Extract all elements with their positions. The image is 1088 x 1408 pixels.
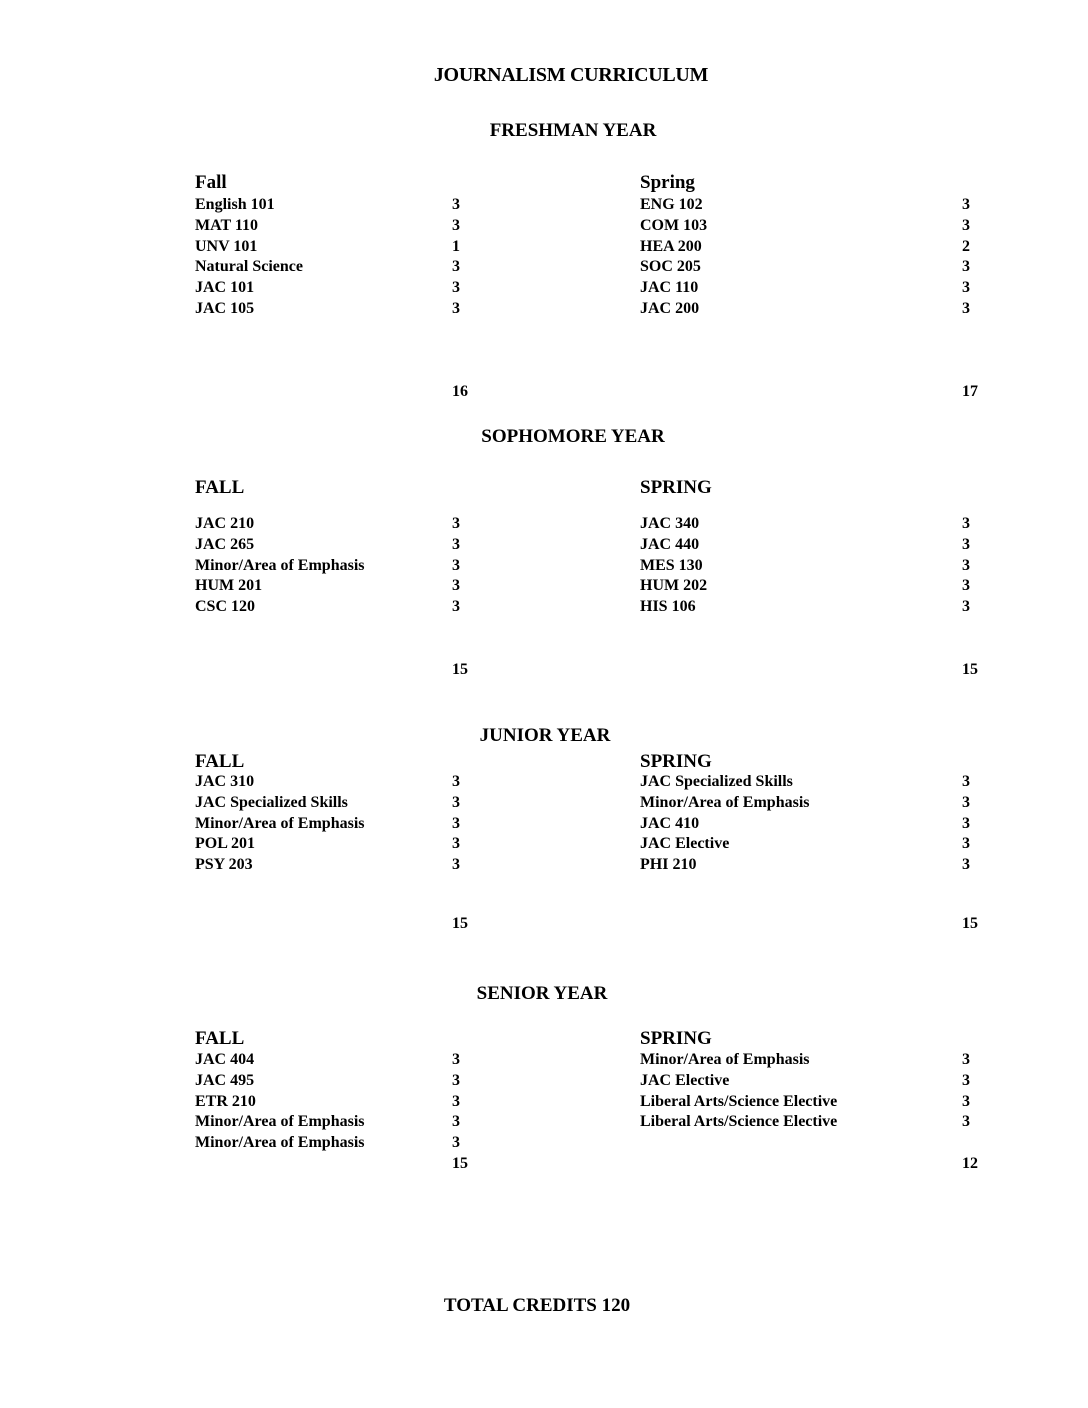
course-name: CSC 120: [195, 598, 256, 616]
course-credits: 3: [452, 216, 460, 234]
course-credits: 3: [962, 299, 970, 317]
course-row: [195, 1071, 575, 1092]
course-credits: 3: [452, 1113, 460, 1131]
course-row: [640, 278, 1060, 299]
spring-course-list: [640, 1050, 1060, 1133]
course-row: [640, 576, 1060, 597]
course-credits: 3: [452, 556, 460, 574]
course-credits: 3: [452, 299, 460, 317]
course-name: JAC 410: [640, 814, 700, 832]
course-row: [640, 216, 1060, 237]
course-name: JAC Specialized Skills: [640, 773, 793, 790]
spring-credit-total: 17: [962, 383, 978, 400]
course-name: JAC 101: [195, 279, 255, 297]
course-credits: 3: [962, 598, 970, 616]
course-credits: 3: [962, 515, 970, 532]
course-credits: 3: [452, 196, 460, 213]
course-row: [195, 855, 575, 876]
course-credits: 3: [962, 556, 970, 574]
course-name: Liberal Arts/Science Elective: [640, 1092, 838, 1110]
course-row: [195, 535, 575, 556]
course-name: POL 201: [195, 835, 256, 853]
course-row: [195, 216, 575, 237]
spring-credit-total: 15: [962, 915, 978, 932]
course-row: [195, 772, 575, 793]
course-name: JAC 105: [195, 299, 255, 317]
course-credits: 3: [452, 835, 460, 853]
fall-course-list: [195, 514, 575, 618]
course-row: [640, 814, 1060, 835]
course-row: [640, 1092, 1060, 1113]
course-credits: 2: [962, 237, 970, 255]
course-name: JAC 265: [195, 535, 255, 553]
spring-column-header: Spring: [640, 172, 695, 193]
fall-column-header: FALL: [195, 477, 245, 498]
fall-course-list: [195, 772, 575, 876]
course-row: [640, 535, 1060, 556]
course-name: Minor/Area of Emphasis: [640, 793, 810, 811]
course-row: [640, 556, 1060, 577]
course-name: JAC 110: [640, 279, 699, 297]
course-name: JAC 440: [640, 535, 700, 553]
course-name: PHI 210: [640, 856, 697, 874]
course-credits: 3: [452, 279, 460, 297]
fall-column-header: FALL: [195, 751, 245, 772]
course-name: Minor/Area of Emphasis: [195, 814, 365, 832]
course-credits: 3: [452, 535, 460, 553]
course-name: JAC 495: [195, 1071, 255, 1089]
fall-credit-total: 15: [452, 915, 468, 932]
course-name: JAC 310: [195, 773, 255, 790]
fall-course-list: [195, 195, 575, 320]
course-row: [640, 597, 1060, 618]
course-row: [640, 834, 1060, 855]
course-credits: 1: [452, 237, 460, 255]
course-credits: 3: [452, 515, 460, 532]
course-name: JAC Specialized Skills: [195, 793, 348, 811]
course-row: [195, 299, 575, 320]
course-credits: 3: [452, 793, 460, 811]
course-row: [195, 834, 575, 855]
course-name: COM 103: [640, 216, 708, 234]
course-row: [640, 1071, 1060, 1092]
spring-course-list: [640, 514, 1060, 618]
course-credits: 3: [452, 1071, 460, 1089]
course-row: [195, 195, 575, 216]
course-credits: 3: [962, 1051, 970, 1068]
course-name: English 101: [195, 196, 275, 213]
course-name: HUM 201: [195, 577, 263, 595]
course-name: JAC Elective: [640, 1071, 730, 1089]
year-heading: JUNIOR YEAR: [479, 725, 611, 746]
course-credits: 3: [452, 577, 460, 595]
fall-credit-total: 16: [452, 383, 468, 400]
year-heading: SOPHOMORE YEAR: [481, 426, 665, 447]
spring-column-header: SPRING: [640, 1028, 712, 1049]
course-row: [195, 576, 575, 597]
course-credits: 3: [962, 216, 970, 234]
course-row: [640, 1112, 1060, 1133]
course-credits: 3: [452, 1092, 460, 1110]
course-credits: 3: [962, 1113, 970, 1131]
course-row: [195, 257, 575, 278]
course-credits: 3: [962, 1071, 970, 1089]
course-name: UNV 101: [195, 237, 258, 255]
fall-credit-total: 15: [452, 661, 468, 678]
course-credits: 3: [452, 598, 460, 616]
spring-column-header: SPRING: [640, 477, 712, 498]
course-name: Minor/Area of Emphasis: [640, 1051, 810, 1068]
course-name: JAC 210: [195, 515, 255, 532]
course-credits: 3: [962, 577, 970, 595]
course-credits: 3: [452, 773, 460, 790]
course-name: Minor/Area of Emphasis: [195, 1113, 365, 1131]
course-name: HEA 200: [640, 237, 702, 255]
course-row: [640, 855, 1060, 876]
course-name: ENG 102: [640, 196, 703, 213]
course-name: Liberal Arts/Science Elective: [640, 1113, 838, 1131]
course-row: [195, 793, 575, 814]
course-row: [640, 772, 1060, 793]
course-name: MAT 110: [195, 216, 258, 234]
course-row: [640, 793, 1060, 814]
course-row: [195, 514, 575, 535]
course-name: MES 130: [640, 556, 703, 574]
course-name: Minor/Area of Emphasis: [195, 556, 365, 574]
course-credits: 3: [452, 856, 460, 874]
course-row: [195, 1133, 575, 1154]
course-row: [640, 237, 1060, 258]
course-name: ETR 210: [195, 1092, 256, 1110]
course-credits: 3: [962, 814, 970, 832]
course-row: [195, 597, 575, 618]
course-row: [195, 1050, 575, 1071]
course-credits: 3: [452, 1134, 460, 1152]
course-credits: 3: [962, 793, 970, 811]
course-name: HIS 106: [640, 598, 696, 616]
course-credits: 3: [962, 1092, 970, 1110]
course-credits: 3: [452, 258, 460, 276]
course-name: JAC 404: [195, 1051, 255, 1068]
course-row: [195, 814, 575, 835]
course-credits: 3: [962, 279, 970, 297]
course-row: [640, 299, 1060, 320]
fall-credit-total: 15: [452, 1155, 468, 1172]
course-credits: 3: [962, 856, 970, 874]
course-credits: 3: [962, 535, 970, 553]
course-name: Natural Science: [195, 258, 303, 276]
course-name: JAC 340: [640, 515, 700, 532]
course-row: [195, 1092, 575, 1113]
year-heading: FRESHMAN YEAR: [489, 120, 657, 141]
course-row: [640, 1050, 1060, 1071]
course-row: [640, 514, 1060, 535]
total-credits-line: TOTAL CREDITS 120: [443, 1295, 631, 1316]
spring-column-header: SPRING: [640, 751, 712, 772]
course-row: [195, 556, 575, 577]
course-row: [195, 1112, 575, 1133]
course-row: [195, 278, 575, 299]
course-name: JAC 200: [640, 299, 700, 317]
course-row: [640, 257, 1060, 278]
course-credits: 3: [962, 773, 970, 790]
fall-column-header: Fall: [195, 172, 227, 193]
fall-column-header: FALL: [195, 1028, 245, 1049]
spring-credit-total: 12: [962, 1155, 978, 1172]
spring-course-list: [640, 772, 1060, 876]
page-title: JOURNALISM CURRICULUM: [433, 64, 709, 86]
fall-course-list: [195, 1050, 575, 1154]
course-name: PSY 203: [195, 856, 253, 874]
course-credits: 3: [452, 814, 460, 832]
course-name: Minor/Area of Emphasis: [195, 1134, 365, 1152]
course-row: [195, 237, 575, 258]
spring-course-list: [640, 195, 1060, 320]
course-name: JAC Elective: [640, 835, 730, 853]
course-credits: 3: [962, 258, 970, 276]
course-credits: 3: [452, 1051, 460, 1068]
course-row: [640, 195, 1060, 216]
spring-credit-total: 15: [962, 661, 978, 678]
course-name: HUM 202: [640, 577, 708, 595]
year-heading: SENIOR YEAR: [476, 983, 608, 1004]
course-name: SOC 205: [640, 258, 701, 276]
course-credits: 3: [962, 835, 970, 853]
course-credits: 3: [962, 196, 970, 213]
